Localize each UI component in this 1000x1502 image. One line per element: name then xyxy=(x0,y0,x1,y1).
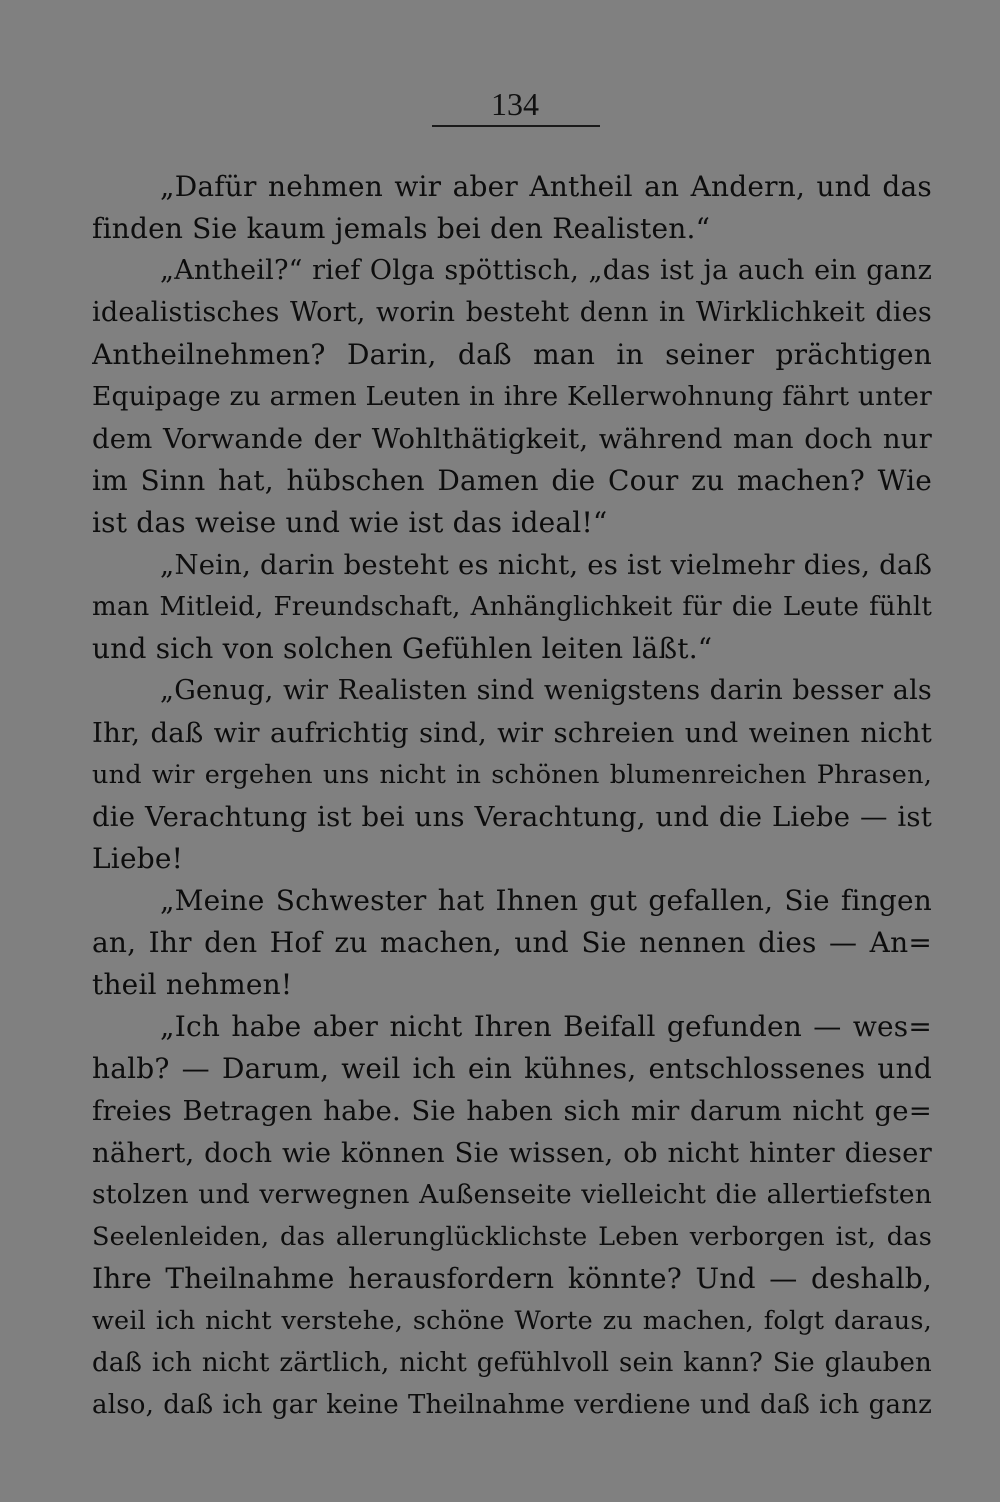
text-line: „Antheil?“ rief Olga spöttisch, „das ist ja auch ein ganz xyxy=(160,255,932,286)
header-rule xyxy=(432,125,600,127)
text-line: im Sinn hat, hübschen Damen die Cour zu machen? Wie xyxy=(92,464,932,497)
text-line: die Verachtung ist bei uns Verachtung, und die Liebe — ist xyxy=(92,801,932,833)
text-line: nähert, doch wie können Sie wissen, ob nicht hinter dieser xyxy=(92,1137,932,1169)
text-line: idealistisches Wort, worin besteht denn in Wirklichkeit dies xyxy=(92,297,932,328)
text-line: „Genug, wir Realisten sind wenigstens darin besser als xyxy=(160,675,932,706)
text-line: theil nehmen! xyxy=(92,968,293,1001)
text-line: Ihre Theilnahme herausfordern könnte? Und — deshalb, xyxy=(92,1262,932,1295)
text-line: und sich von solchen Gefühlen leiten läßt.“ xyxy=(92,632,713,665)
text-line: Ihr, daß wir aufrichtig sind, wir schreien und weinen nicht xyxy=(92,717,932,749)
page-number: 134 xyxy=(491,86,539,122)
text-line: ist das weise und wie ist das ideal!“ xyxy=(92,506,608,539)
text-line: also, daß ich gar keine Theilnahme verdiene und daß ich ganz xyxy=(92,1390,932,1420)
text-line: Equipage zu armen Leuten in ihre Kellerwohnung fährt unter xyxy=(92,381,932,412)
text-line: Liebe! xyxy=(92,842,184,875)
text-line: daß ich nicht zärtlich, nicht gefühlvoll sein kann? Sie glauben xyxy=(92,1348,932,1378)
text-line: stolzen und verwegnen Außenseite vielleicht die allertiefsten xyxy=(92,1179,932,1210)
text-line: finden Sie kaum jemals bei den Realisten.“ xyxy=(92,212,711,245)
text-line: „Meine Schwester hat Ihnen gut gefallen, Sie fingen xyxy=(160,884,932,917)
text-line: und wir ergehen uns nicht in schönen blumenreichen Phrasen, xyxy=(92,760,932,790)
text-line: „Dafür nehmen wir aber Antheil an Andern, und das xyxy=(160,170,932,203)
text-line: freies Betragen habe. Sie haben sich mir darum nicht ge= xyxy=(92,1095,932,1127)
text-line: „Ich habe aber nicht Ihren Beifall gefunden — wes= xyxy=(160,1010,932,1043)
text-line: weil ich nicht verstehe, schöne Worte zu machen, folgt daraus, xyxy=(92,1306,932,1336)
text-line: an, Ihr den Hof zu machen, und Sie nennen dies — An= xyxy=(92,926,932,959)
text-line: Antheilnehmen? Darin, daß man in seiner prächtigen xyxy=(92,338,932,371)
text-line: halb? — Darum, weil ich ein kühnes, entschlossenes und xyxy=(92,1052,932,1085)
text-line: Seelenleiden, das allerunglücklichste Leben verborgen ist, das xyxy=(92,1222,932,1252)
text-line: man Mitleid, Freundschaft, Anhänglichkeit für die Leute fühlt xyxy=(92,592,932,622)
text-line: dem Vorwande der Wohlthätigkeit, während man doch nur xyxy=(92,423,932,455)
text-line: „Nein, darin besteht es nicht, es ist vielmehr dies, daß xyxy=(160,549,932,581)
